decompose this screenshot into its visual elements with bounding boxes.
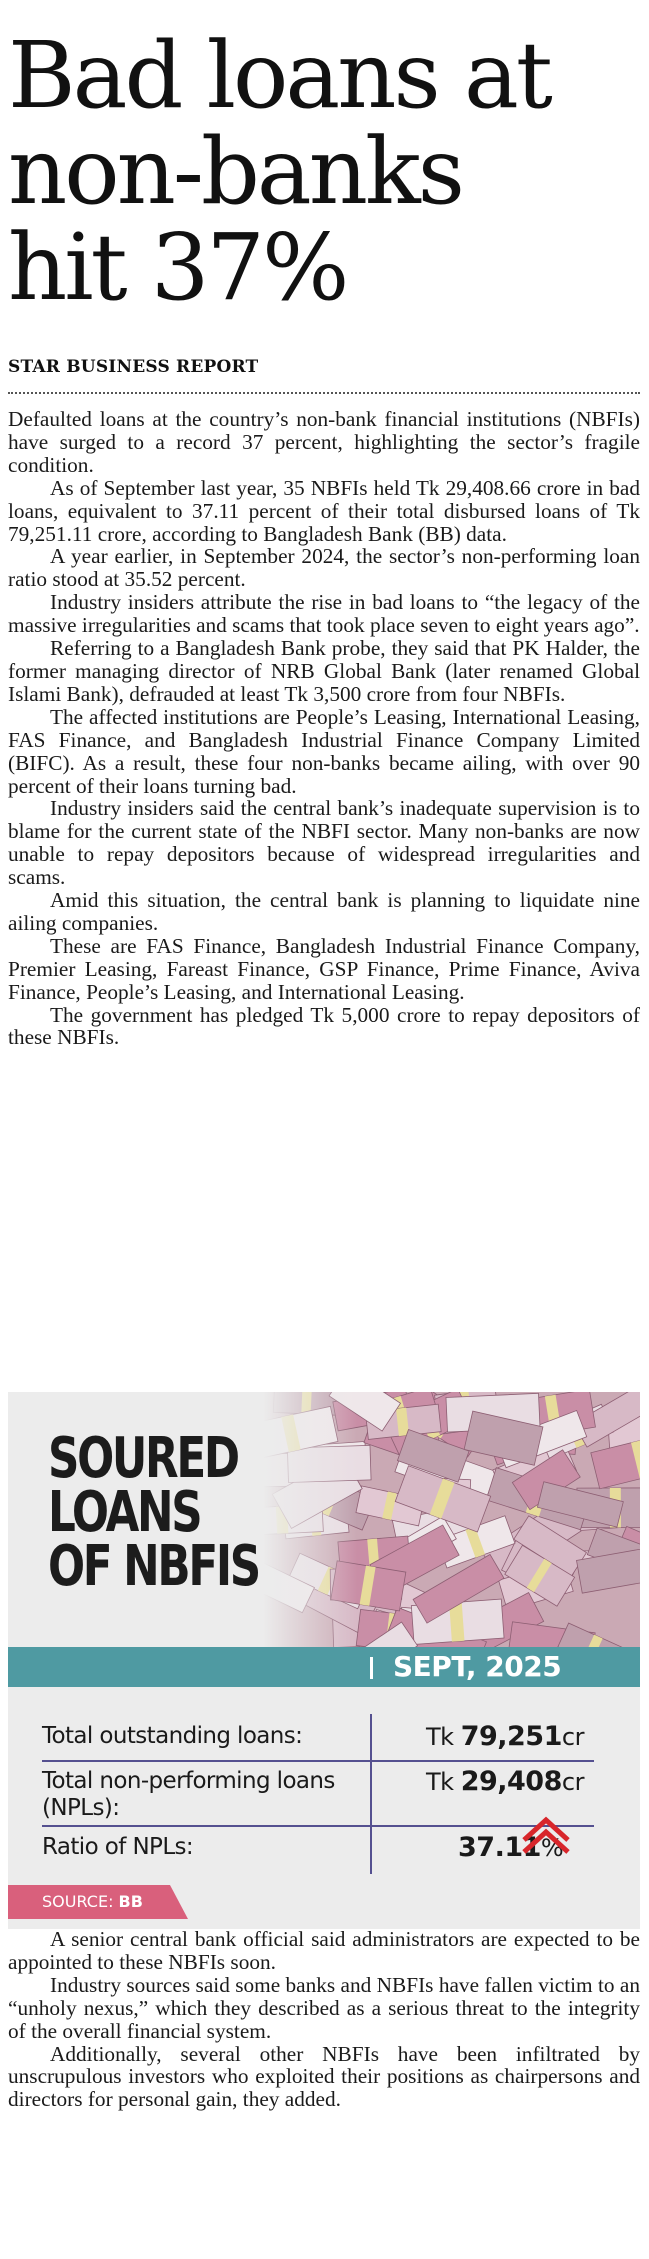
source-value: BB (118, 1892, 143, 1911)
article-body-bottom (8, 1928, 640, 2111)
infographic-title-line-1: SOURED (48, 1426, 238, 1491)
value-number: 79,251 (460, 1721, 562, 1752)
period-separator (370, 1657, 373, 1679)
article-paragraph: Industry insiders said the central bank’s inadequate supervision is to blame for the current state of the NBFI sector. Many non-banks are now unable to repay depositors because of widespread irregularities and scams. (8, 796, 640, 890)
article-paragraph: The affected institutions are People’s Leasing, International Leasing, FAS Finance, and Bangladesh Industrial Finance Company Limited (BIFC). As a result, these four non-banks became ailing, with over 90 percent of their loans turning bad. (8, 704, 640, 798)
article-paragraph: The government has pledged Tk 5,000 crore to repay depositors of these NBFIs. (8, 1002, 640, 1050)
source-prefix: SOURCE: (42, 1892, 119, 1911)
value-prefix: Tk (426, 1723, 461, 1751)
table-divider (42, 1760, 594, 1762)
row-value (426, 1768, 640, 1796)
article-paragraph: A year earlier, in September 2024, the sector’s non-performing loan ratio stood at 35.52 percent. (8, 544, 640, 592)
headline-line-1: Bad loans at (8, 22, 550, 129)
headline-line-3: hit 37% (8, 214, 347, 321)
value-unit: cr (561, 1768, 584, 1796)
value-number: 37.11 (458, 1832, 541, 1863)
article-paragraph: As of September last year, 35 NBFIs held Tk 29,408.66 crore in bad loans, equivalent to 37.11 percent of their total disbursed loans of Tk 79,251.11 crore, according to Bangladesh Bank (BB) data. (8, 475, 640, 546)
source-label (42, 1891, 182, 1913)
infographic (8, 1392, 640, 1929)
headline-line-2: non-banks (8, 118, 462, 225)
value-unit: % (540, 1834, 564, 1862)
infographic-title-line-2: LOANS (48, 1480, 201, 1545)
period-label: SEPT, 2025 (393, 1650, 562, 1683)
table-row-npl (42, 1768, 582, 1824)
row-label: Ratio of NPLs: (42, 1834, 194, 1860)
row-value (426, 1723, 640, 1751)
headline (8, 22, 638, 321)
article-paragraph: Additionally, several other NBFIs have been infiltrated by unscrupulous investors who exploited their positions as chairpersons and directors for personal gain, they added. (8, 2041, 640, 2112)
article-paragraph: A senior central bank official said administrators are expected to be appointed to these NBFIs soon. (8, 1927, 640, 1974)
dotted-divider (8, 392, 640, 394)
value-unit: cr (561, 1723, 584, 1751)
table-row-total-loans (42, 1723, 582, 1753)
infographic-title (48, 1426, 259, 1599)
article-paragraph: These are FAS Finance, Bangladesh Industrial Finance Company, Premier Leasing, Fareast Finance, GSP Finance, Prime Finance, Aviva Finance, People’s Leasing, and International Leasing. (8, 933, 640, 1004)
article-paragraph: Referring to a Bangladesh Bank probe, they said that PK Halder, the former managing director of NRB Global Bank (later renamed Global Islami Bank), defrauded at least Tk 3,500 crore from four NBFIs. (8, 636, 640, 706)
table-divider (42, 1825, 594, 1827)
period-band (8, 1647, 640, 1687)
table-row-npl-ratio (42, 1834, 582, 1864)
article-paragraph: Defaulted loans at the country’s non-bank financial institutions (NBFIs) have surged to a record 37 percent, highlighting the sector’s fragile condition. (8, 407, 640, 477)
value-number: 29,408 (460, 1766, 562, 1797)
banknote-pile-image (263, 1392, 640, 1647)
article-paragraph: Amid this situation, the central bank is planning to liquidate nine ailing companies. (8, 888, 640, 935)
article-paragraph: Industry sources said some banks and NBFIs have fallen victim to an “unholy nexus,” which they described as a serious threat to the integrity of the overall financial system. (8, 1972, 640, 2043)
value-prefix: Tk (426, 1768, 461, 1796)
article-body-top (8, 408, 640, 1049)
row-label: Total non-performing loans (NPLs): (42, 1768, 335, 1821)
up-arrow-icon (520, 1814, 572, 1856)
byline: STAR BUSINESS REPORT (8, 357, 259, 377)
article-paragraph: Industry insiders attribute the rise in bad loans to “the legacy of the massive irregularities and scams that took place seven to eight years ago”. (8, 590, 640, 638)
row-label: Total outstanding loans: (42, 1723, 303, 1749)
infographic-title-line-3: OF NBFIS (48, 1534, 259, 1599)
